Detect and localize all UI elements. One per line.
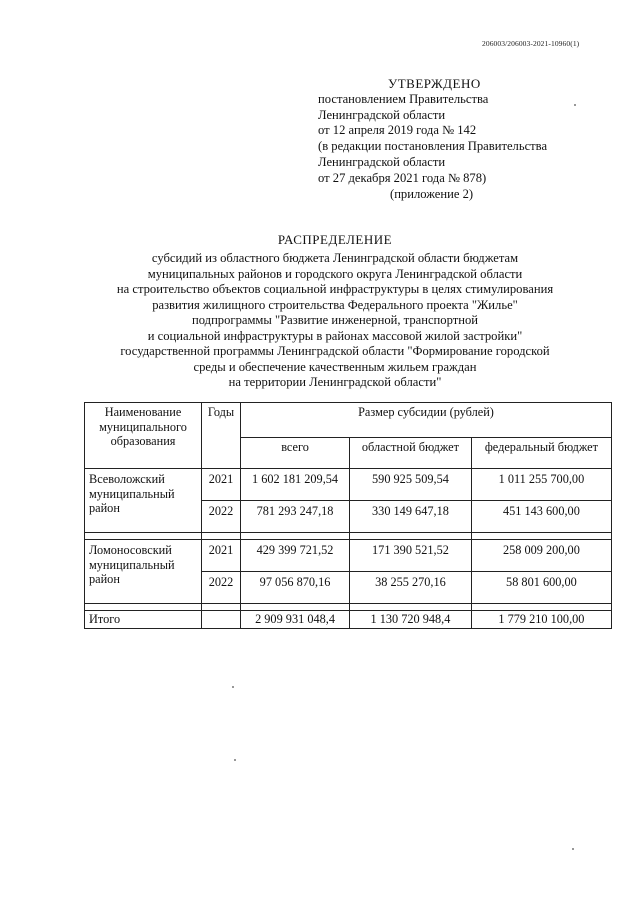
subtitle-line: и социальной инфраструктуры в районах массовой жилой застройки" — [147, 328, 523, 343]
total-cell: 781 293 247,18 — [241, 501, 350, 533]
year-cell: 2021 — [202, 469, 241, 501]
grand-total-cell: 2 909 931 048,4 — [241, 611, 350, 629]
scan-speck — [572, 848, 574, 850]
table-spacer-row — [85, 604, 612, 611]
document-subtitle — [30, 251, 640, 391]
table-total-row — [85, 611, 612, 629]
header-regional-budget: областной бюджет — [350, 438, 472, 469]
subsidy-distribution-table — [84, 402, 612, 629]
scan-speck — [234, 759, 236, 761]
year-cell: 2022 — [202, 501, 241, 533]
year-cell — [202, 611, 241, 629]
subtitle-line: на территории Ленинградской области" — [228, 375, 442, 389]
approval-heading: УТВЕРЖДЕНО — [388, 76, 481, 91]
header-federal-budget: федеральный бюджет — [471, 438, 611, 469]
regional-cell: 171 390 521,52 — [350, 540, 472, 572]
federal-cell: 451 143 600,00 — [471, 501, 611, 533]
spacer-cell — [471, 604, 611, 611]
regional-cell: 590 925 509,54 — [350, 469, 472, 501]
table-row — [85, 469, 612, 501]
subtitle-line: среды и обеспечение качественным жильем граждан — [193, 359, 477, 374]
federal-cell: 258 009 200,00 — [471, 540, 611, 572]
grand-regional-cell: 1 130 720 948,4 — [350, 611, 472, 629]
scan-speck — [232, 686, 234, 688]
municipality-name: Всеволожский муниципальный район — [85, 469, 202, 533]
appendix-label: (приложение 2) — [390, 186, 474, 201]
spacer-cell — [202, 533, 241, 540]
total-cell: 97 056 870,16 — [241, 572, 350, 604]
regional-cell: 38 255 270,16 — [350, 572, 472, 604]
grand-federal-cell: 1 779 210 100,00 — [471, 611, 611, 629]
subtitle-line: государственной программы Ленинградской области "Формирование городской — [120, 344, 550, 358]
approval-line: от 27 декабря 2021 года № 878) — [318, 170, 487, 185]
document-title: РАСПРЕДЕЛЕНИЕ — [277, 232, 393, 247]
approval-block — [318, 76, 618, 202]
spacer-cell — [350, 533, 472, 540]
subtitle-line: на строительство объектов социальной инфраструктуры в целях стимулирования — [116, 282, 554, 296]
table-header-row — [85, 403, 612, 438]
header-municipality: Наименование муниципального образования — [85, 403, 202, 469]
header-total: всего — [241, 438, 350, 469]
federal-cell: 58 801 600,00 — [471, 572, 611, 604]
total-cell: 429 399 721,52 — [241, 540, 350, 572]
approval-line: постановлением Правительства — [318, 91, 489, 106]
subtitle-line: подпрограммы "Развитие инженерной, транспортной — [191, 313, 478, 327]
header-subsidy-size: Размер субсидии (рублей) — [241, 403, 612, 438]
approval-line: от 12 апреля 2019 года № 142 — [318, 123, 477, 138]
federal-cell: 1 011 255 700,00 — [471, 469, 611, 501]
spacer-cell — [202, 604, 241, 611]
document-number: 206003/206003-2021-10960(1) — [482, 39, 580, 48]
year-cell: 2022 — [202, 572, 241, 604]
subtitle-line: субсидий из областного бюджета Ленинградской области бюджетам — [151, 251, 519, 265]
approval-line: (в редакции постановления Правительства — [318, 139, 548, 154]
regional-cell: 330 149 647,18 — [350, 501, 472, 533]
table-row — [85, 540, 612, 572]
year-cell: 2021 — [202, 540, 241, 572]
approval-line: Ленинградской области — [318, 107, 446, 122]
spacer-cell — [241, 604, 350, 611]
subtitle-line: развития жилищного строительства Федерального проекта "Жилье" — [152, 297, 518, 312]
approval-line: Ленинградской области — [318, 154, 446, 169]
spacer-cell — [85, 533, 202, 540]
spacer-cell — [85, 604, 202, 611]
total-cell: 1 602 181 209,54 — [241, 469, 350, 501]
spacer-cell — [241, 533, 350, 540]
header-years: Годы — [202, 403, 241, 469]
municipality-name: Ломоносовский муниципальный район — [85, 540, 202, 604]
total-label: Итого — [85, 611, 202, 629]
scan-speck — [574, 104, 576, 106]
spacer-cell — [471, 533, 611, 540]
spacer-cell — [350, 604, 472, 611]
table-spacer-row — [85, 533, 612, 540]
subtitle-line: муниципальных районов и городского округа Ленинградской области — [147, 266, 523, 281]
